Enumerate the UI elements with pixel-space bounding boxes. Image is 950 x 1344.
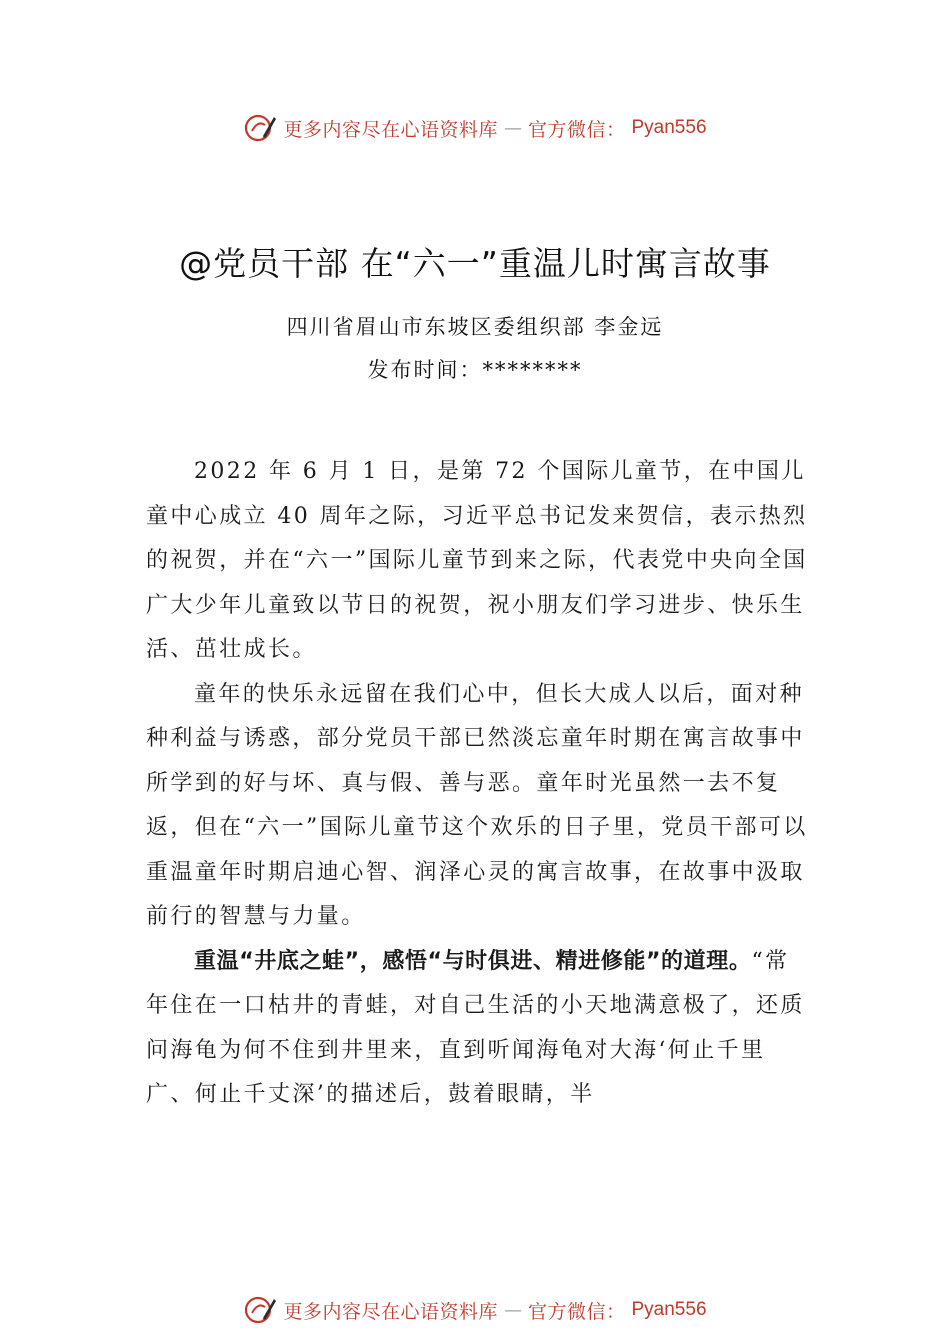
section-heading: 重温“井底之蛙”，感悟“与时俱进、精进修能”的道理。 (194, 948, 752, 974)
paragraph-3 (146, 940, 810, 1118)
watermark-text: 更多内容尽在心语资料库 (283, 118, 498, 141)
pen-logo-icon (243, 111, 277, 145)
watermark-official-label: 官方微信： (527, 118, 626, 141)
document-title: @党员干部 在“六一”重温儿时寓言故事 (179, 244, 771, 283)
paragraph-3-text: “常年住在一口枯井的青蛙，对自己生活的小天地满意极了，还质问海龟为何不住到井里来，直到听闻海龟对大海‘何止千里广、何止千丈深’的描述后，鼓着眼睛，半 (146, 948, 805, 1107)
publish-time: 发布时间：******** (367, 358, 583, 382)
watermark-separator: — (503, 1299, 522, 1321)
paragraph-2: 童年的快乐永远留在我们心中，但长大成人以后，面对种种利益与诱惑，部分党员干部已然淡忘童年时期在寓言故事中所学到的好与坏、真与假、善与恶。童年时光虽然一去不复返，但在“六一”国际儿童节这个欢乐的日子里，党员干部可以重温童年时期启迪心智、润泽心灵的寓言故事，在故事中汲取前行的智慧与力量。 (146, 681, 808, 929)
watermark-wechat-id: Pyan556 (631, 1299, 707, 1320)
paragraph-1: 2022 年 6 月 1 日，是第 72 个国际儿童节，在中国儿童中心成立 40 周年之际，习近平总书记发来贺信，表示热烈的祝贺，并在“六一”国际儿童节到来之际，代表党中央向全国广大少年儿童致以节日的祝贺，祝小朋友们学习进步、快乐生活、茁壮成长。 (146, 459, 808, 662)
watermark-official-label: 官方微信： (527, 1300, 626, 1323)
watermark-footer (0, 1290, 950, 1330)
pen-logo-icon (243, 1293, 277, 1327)
watermark-header (0, 108, 950, 148)
author-byline: 四川省眉山市东坡区委组织部 李金远 (286, 315, 664, 339)
watermark-separator: — (503, 117, 522, 139)
watermark-text: 更多内容尽在心语资料库 (283, 1300, 498, 1323)
watermark-wechat-id: Pyan556 (631, 117, 707, 138)
article-body (146, 450, 810, 1118)
